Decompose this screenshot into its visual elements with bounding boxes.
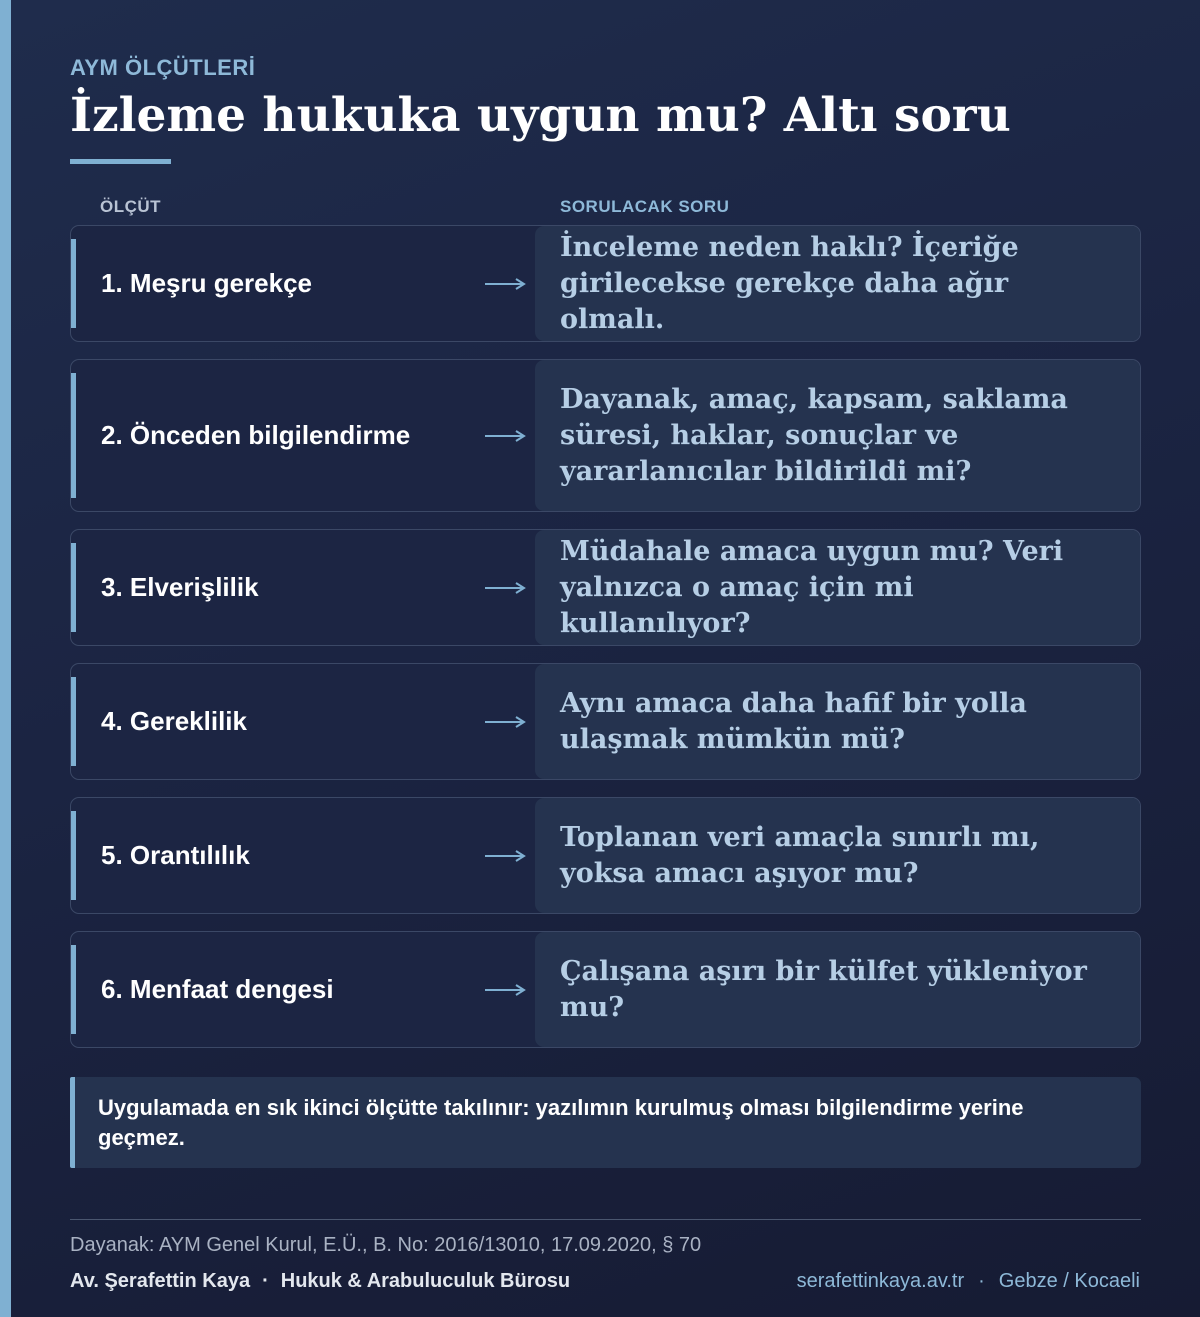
footer-divider — [70, 1219, 1141, 1220]
arrow-right-icon — [485, 714, 527, 730]
question-cell — [535, 530, 1140, 645]
criterion-label: 5. Orantılılık — [101, 840, 250, 870]
question-text: Aynı amaca daha hafif bir yolla ulaşmak mümkün mü? — [560, 687, 1027, 755]
row-accent — [71, 239, 76, 328]
criterion-row-6 — [70, 931, 1141, 1048]
question-cell — [535, 226, 1140, 341]
criterion-row-1 — [70, 225, 1141, 342]
question-cell — [535, 932, 1140, 1047]
row-accent — [71, 543, 76, 632]
column-header-criterion: ÖLÇÜT — [100, 197, 162, 216]
criterion-cell — [71, 530, 535, 645]
eyebrow-label: AYM ÖLÇÜTLERİ — [70, 55, 256, 80]
website-link[interactable]: serafettinkaya.av.tr — [796, 1270, 965, 1292]
criterion-label: 4. Gereklilik — [101, 706, 247, 736]
column-header-question: SORULACAK SORU — [560, 197, 730, 216]
arrow-right-icon — [485, 848, 527, 864]
note-accent — [70, 1077, 75, 1168]
criterion-cell — [71, 226, 535, 341]
callout-note — [70, 1077, 1141, 1168]
criterion-row-4 — [70, 663, 1141, 780]
separator-dot: · — [262, 1270, 269, 1292]
criterion-label: 1. Meşru gerekçe — [101, 268, 313, 298]
criterion-row-5 — [70, 797, 1141, 914]
arrow-right-icon — [485, 982, 527, 998]
question-cell — [535, 798, 1140, 913]
title-underline — [70, 159, 171, 164]
criterion-row-2 — [70, 359, 1141, 512]
source-citation: Dayanak: AYM Genel Kurul, E.Ü., B. No: 2016/13010, 17.09.2020, § 70 — [70, 1234, 702, 1256]
question-text: Çalışana aşırı bir külfet yükleniyor mu? — [560, 955, 1087, 1023]
footer-contact-block — [797, 1270, 1140, 1293]
row-accent — [71, 811, 76, 900]
row-accent — [71, 945, 76, 1034]
question-cell — [535, 360, 1140, 511]
question-text: Müdahale amaca uygun mu? Veri yalnızca o amaç için mi kullanılıyor? — [560, 535, 1064, 639]
separator-dot: · — [978, 1270, 985, 1292]
criterion-label: 2. Önceden bilgilendirme — [101, 420, 411, 450]
criterion-label: 3. Elverişlilik — [101, 572, 259, 602]
location-text: Gebze / Kocaeli — [998, 1270, 1140, 1292]
arrow-right-icon — [485, 276, 527, 292]
criterion-label: 6. Menfaat dengesi — [101, 974, 334, 1004]
firm-name: Hukuk & Arabuluculuk Bürosu — [280, 1270, 571, 1292]
arrow-right-icon — [485, 428, 527, 444]
note-text: Uygulamada en sık ikinci ölçütte takılınır: yazılımın kurulmuş olması bilgilendirme yerine geçmez. — [98, 1094, 1024, 1150]
criterion-cell — [71, 360, 535, 511]
question-text: Dayanak, amaç, kapsam, saklama süresi, haklar, sonuçlar ve yararlanıcılar bildirildi mi? — [560, 383, 1068, 487]
row-accent — [71, 677, 76, 766]
author-name: Av. Şerafettin Kaya — [70, 1270, 251, 1292]
criterion-cell — [71, 664, 535, 779]
question-text: İnceleme neden haklı? İçeriğe girilecekse gerekçe daha ağır olmalı. — [560, 231, 1019, 335]
footer-author-block — [70, 1270, 570, 1293]
arrow-right-icon — [485, 580, 527, 596]
left-accent-bar — [0, 0, 11, 1317]
page-title: İzleme hukuka uygun mu? Altı soru — [70, 88, 1011, 143]
criterion-row-3 — [70, 529, 1141, 646]
question-text: Toplanan veri amaçla sınırlı mı, yoksa amacı aşıyor mu? — [560, 821, 1040, 889]
criterion-cell — [71, 932, 535, 1047]
criterion-cell — [71, 798, 535, 913]
question-cell — [535, 664, 1140, 779]
row-accent — [71, 373, 76, 498]
